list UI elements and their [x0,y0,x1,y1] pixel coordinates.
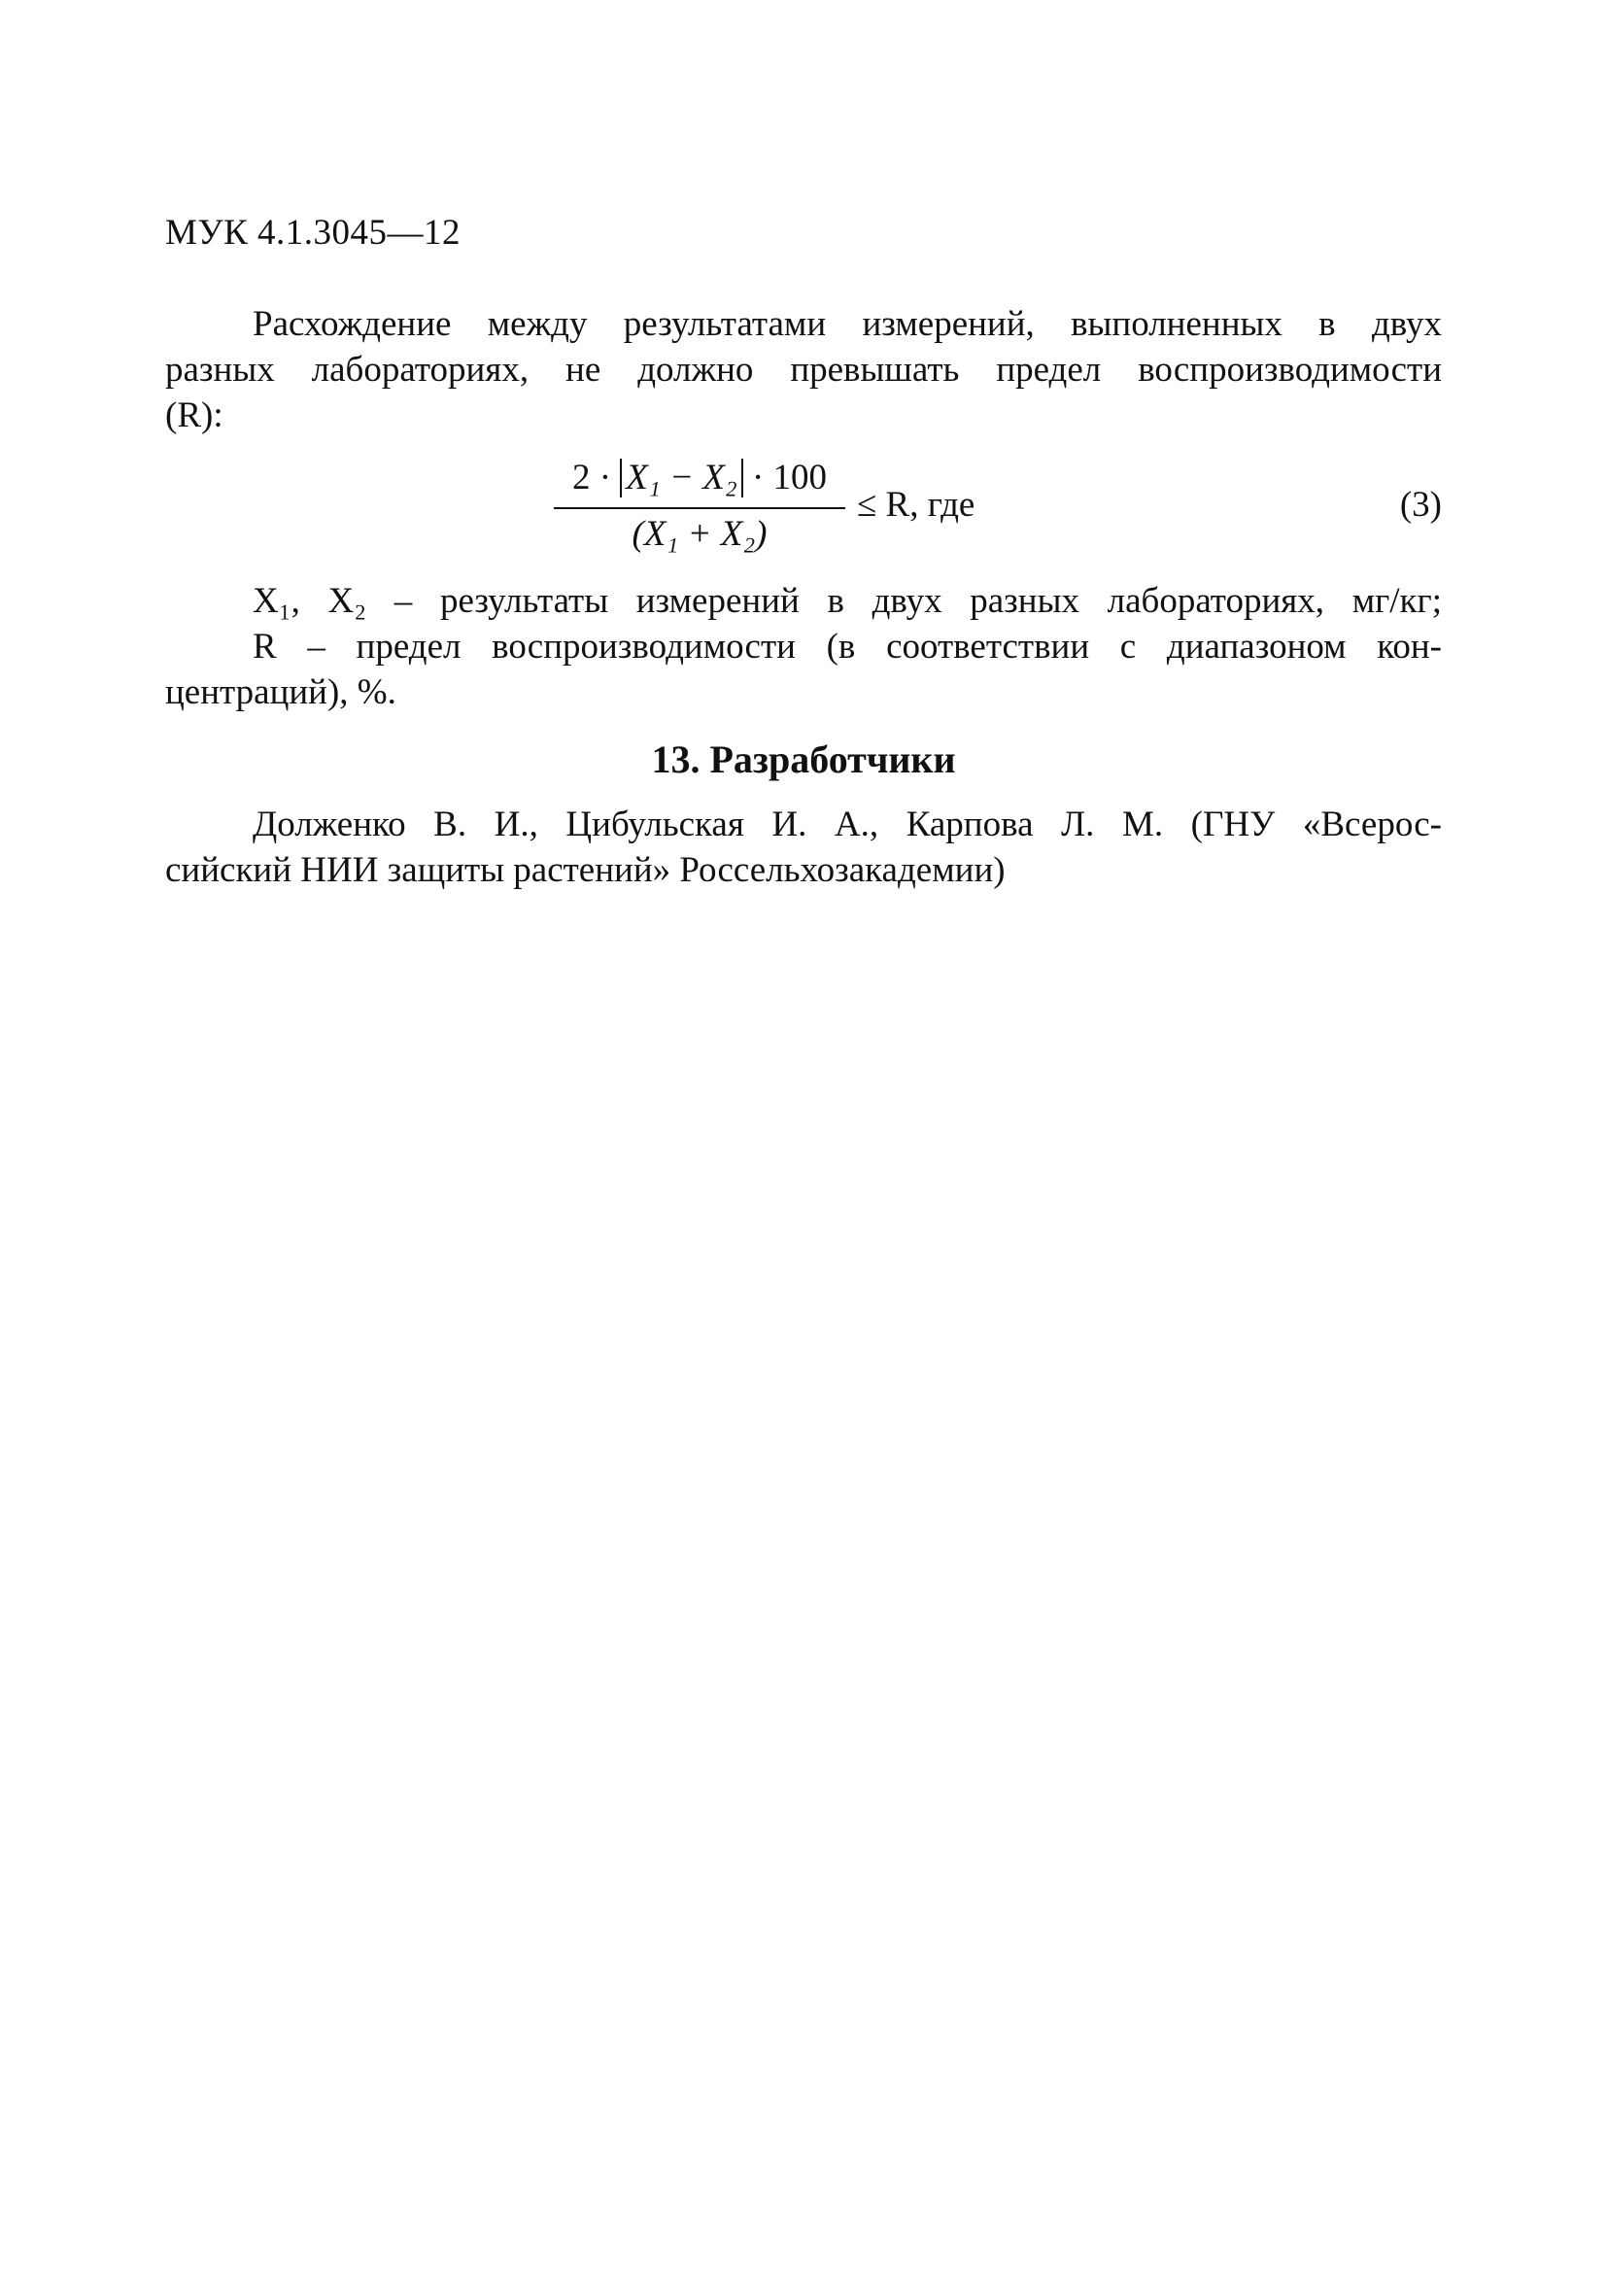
numerator-abs-text: X₁ − X₂ [626,458,737,497]
definition-line: X₁, X₂ – результаты измерений в двух разных лабораториях, мг/кг; [253,581,1442,621]
fraction-bar [554,507,845,509]
authors-line: сийский НИИ защиты растений» Россельхозакадемии) [165,850,1006,890]
formula-denominator [554,513,845,555]
equation-number: (3) [1399,485,1442,525]
formula-3 [554,457,1442,564]
section-heading: 13. Разработчики [651,737,956,781]
document-header: МУК 4.1.3045—12 [165,213,462,253]
numerator-abs [620,459,742,497]
paragraph-line: разных лабораториях, не должно превышать предел воспроизводимости [165,350,1442,390]
numerator-suffix: · 100 [742,458,828,497]
definition-line: R – предел воспроизводимости (в соответствии с диапазоном кон- [253,627,1442,667]
authors-line: Долженко В. И., Цибульская И. А., Карпова Л. М. (ГНУ «Всерос- [253,805,1442,844]
definition-line: центраций), %. [165,672,396,712]
denominator-text: (X₁ + X₂) [632,514,768,554]
definitions [165,578,1442,715]
paragraph-reproducibility [165,301,1442,438]
paragraph-line: (R): [165,395,223,435]
formula-relation: ≤ R, где [857,485,975,525]
authors-paragraph [165,802,1442,893]
numerator-prefix: 2 · [571,458,621,497]
formula-numerator [554,457,845,498]
paragraph-line: Расхождение между результатами измерений, выполненных в двух [253,304,1442,344]
